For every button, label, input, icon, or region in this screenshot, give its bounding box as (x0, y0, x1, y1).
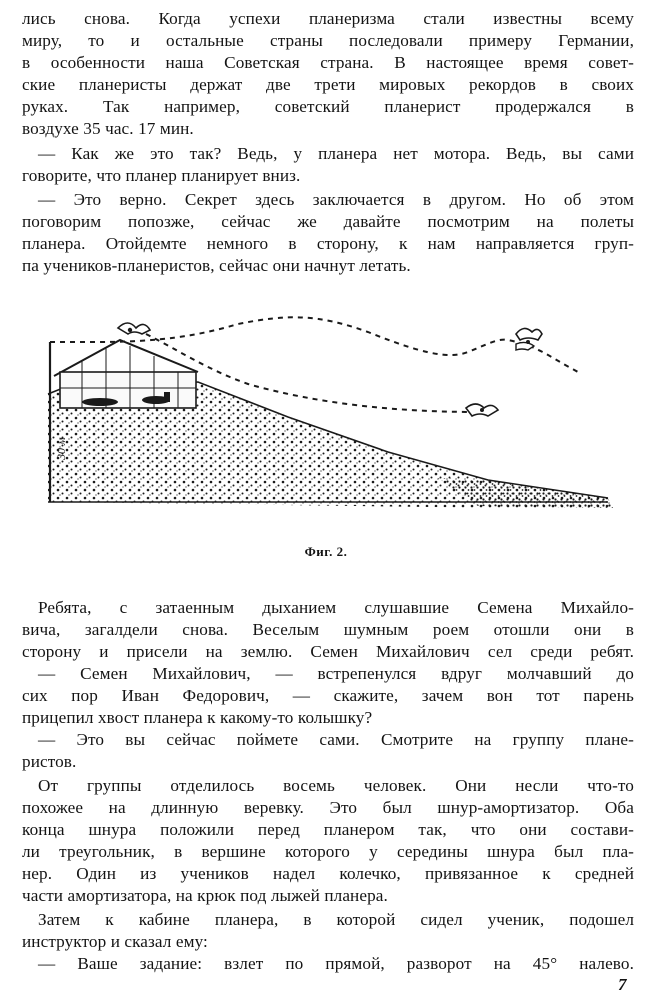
text-line: сторону и присели на землю. Семен Михайлович сел среди ребят. (22, 642, 634, 661)
text-line: похожее на длинную веревку. Это был шнур-амортизатор. Оба (22, 798, 634, 817)
glider-slope-illustration (38, 312, 622, 532)
text-line: — Это верно. Секрет здесь заключается в другом. Но об этом (38, 190, 634, 209)
figure-caption: Фиг. 2. (304, 544, 348, 559)
text-line: — Семен Михайлович, — встрепенулся вдруг молчавший до (38, 664, 634, 683)
text-line: миру, то и остальные страны последовали примеру Германии, (22, 31, 634, 50)
text-line: Затем к кабине планера, в которой сидел ученик, подошел (38, 910, 634, 929)
text-line: инструктор и сказал ему: (22, 932, 208, 951)
glider-launch (118, 323, 150, 334)
text-line: ли треугольник, в вершине которого у середины шнура был пла- (22, 842, 634, 861)
text-line: в особенности наша Советская страна. В настоящее время совет- (22, 53, 634, 72)
text-line: — Ваше задание: взлет по прямой, разворот на 45° налево. (38, 954, 634, 973)
text-line: Ребята, с затаенным дыханием слушавшие Семена Михайло- (38, 598, 634, 617)
text-line: прицепил хвост планера к какому-то колышку? (22, 708, 373, 727)
text-line: па учеников-планеристов, сейчас они начнут летать. (22, 256, 411, 275)
glider-descending (466, 404, 498, 416)
text-line: руках. Так например, советский планерист продержался в (22, 97, 634, 116)
page-number: 7 (618, 975, 627, 994)
text-line: части амортизатора, на крюк под лыжей планера. (22, 886, 388, 905)
text-line: — Как же это так? Ведь, у планера нет мотора. Ведь, вы сами (38, 144, 634, 163)
figure-glider-slope (38, 312, 622, 532)
text-line: лись снова. Когда успехи планеризма стали известны всему (22, 9, 634, 28)
text-line: воздухе 35 час. 17 мин. (22, 119, 194, 138)
text-line: вича, загалдели снова. Веселым шумным роем отошли они в (22, 620, 634, 639)
text-line: От группы отделилось восемь человек. Они несли что-то (38, 776, 634, 795)
text-line: — Это вы сейчас поймете сами. Смотрите на группу плане- (38, 730, 634, 749)
text-line: нер. Один из учеников надел колечко, привязанное к средней (22, 864, 634, 883)
text-line: ристов. (22, 752, 77, 771)
text-line: конца шнура положили перед планером так, что они состави- (22, 820, 634, 839)
glider-soaring (516, 328, 542, 350)
text-line: говорите, что планер планирует вниз. (22, 166, 301, 185)
text-line: ские планеристы держат две трети мировых рекордов в своих (22, 75, 634, 94)
text-line: сих пор Иван Федорович, — скажите, зачем вон тот парень (22, 686, 634, 705)
text-line: планера. Отойдемте немного в сторону, к нам направляется груп- (22, 234, 634, 253)
height-label: 30 м (54, 437, 68, 460)
text-line: поговорим попозже, сейчас же давайте посмотрим на полеты (22, 212, 634, 231)
